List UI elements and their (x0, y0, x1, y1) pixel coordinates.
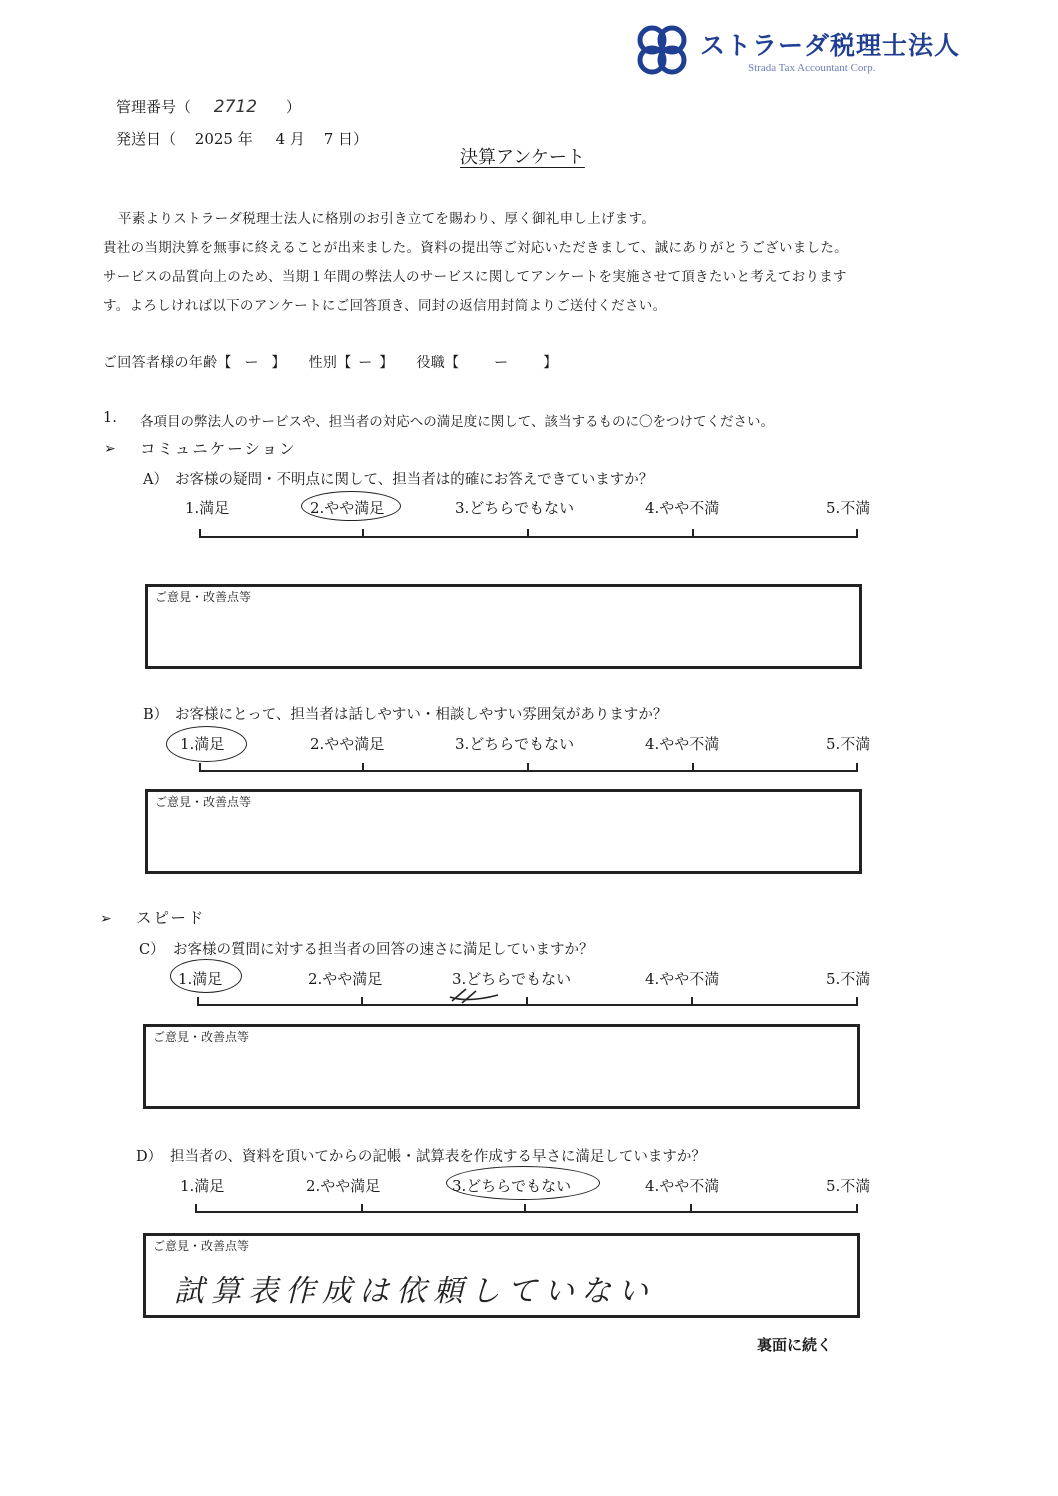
q-b-option-2[interactable]: 2.やや満足 (310, 735, 385, 753)
q-a-option-5[interactable]: 5.不満 (826, 499, 871, 517)
arrow-icon: ➢ (100, 911, 112, 927)
survey-title: 決算アンケート (460, 147, 585, 168)
scale-tick (527, 529, 529, 537)
scale-tick (692, 763, 694, 771)
company-logo-icon (632, 22, 692, 80)
scale-tick (856, 997, 858, 1005)
age-value: ー (244, 355, 259, 371)
question-b-label: B） (143, 707, 169, 723)
intro-line-2: 貴社の当期決算を無事に終えることが出来ました。資料の提出等ご対応いただきまして、誠にありがとうございました。 (103, 240, 848, 256)
q-d-selected-mark (446, 1166, 600, 1200)
company-name: ストラーダ税理士法人 (700, 31, 961, 60)
continue-on-back: 裏面に続く (757, 1336, 833, 1354)
scale-tick (361, 997, 363, 1005)
sent-date-row (116, 128, 368, 149)
scale-tick (526, 997, 528, 1005)
q-a-option-2[interactable]: 2.やや満足 (310, 499, 385, 517)
question-a-text: お客様の疑問・不明点に関して、担当者は的確にお答えできていますか？ (175, 472, 654, 488)
comment-label: ご意見・改善点等 (155, 795, 252, 809)
q-d-scale-line (195, 1211, 858, 1213)
intro-line-1: 平素よりストラーダ税理士法人に格別のお引き立てを賜わり、厚く御礼申し上げます。 (118, 211, 656, 227)
question-b-text: お客様にとって、担当者は話しやすい・相談しやすい雰囲気がありますか？ (175, 707, 668, 723)
q-b-option-4[interactable]: 4.やや不満 (645, 735, 720, 753)
section-communication: コミュニケーション (140, 440, 297, 458)
section-speed: スピード (136, 909, 206, 927)
q-a-option-4[interactable]: 4.やや不満 (645, 499, 720, 517)
sent-day: 7 (323, 130, 334, 148)
comment-label: ご意見・改善点等 (155, 590, 252, 604)
q-d-option-5[interactable]: 5.不満 (826, 1177, 871, 1195)
scale-tick (527, 763, 529, 771)
position-value: ー (494, 355, 509, 371)
position-close: 】 (543, 355, 558, 371)
scale-tick (856, 529, 858, 537)
q-d-option-1[interactable]: 1.満足 (180, 1177, 225, 1195)
scale-tick (361, 1204, 363, 1212)
age-close: 】 (271, 355, 286, 371)
question-a-label: A） (143, 472, 168, 488)
position-label: 役職【 (416, 355, 460, 371)
q1-number: 1. (103, 410, 117, 426)
arrow-icon: ➢ (104, 441, 116, 457)
scale-tick (199, 763, 201, 771)
scale-tick (690, 1204, 692, 1212)
q-c-option-2[interactable]: 2.やや満足 (308, 970, 383, 988)
question-c-text: お客様の質問に対する担当者の回答の速さに満足していますか？ (173, 942, 594, 958)
q-b-option-3[interactable]: 3.どちらでもない (455, 735, 575, 753)
sent-date-label: 発送日（ (116, 130, 177, 148)
q-d-option-4[interactable]: 4.やや不満 (645, 1177, 720, 1195)
q-b-comment-box[interactable] (145, 789, 862, 874)
company-name-en: Strada Tax Accountant Corp. (748, 62, 876, 74)
scale-tick (362, 763, 364, 771)
q-c-comment-box[interactable] (143, 1024, 860, 1109)
q1-text: 各項目の弊法人のサービスや、担当者の対応への満足度に関して、該当するものに〇をつけてください。 (140, 414, 774, 430)
comment-label: ご意見・改善点等 (153, 1030, 250, 1044)
sent-year: 2025 (194, 130, 233, 148)
comment-label: ご意見・改善点等 (153, 1239, 250, 1253)
q-a-selected-mark (301, 491, 401, 521)
q-a-comment-box[interactable] (145, 584, 862, 669)
q-c-option-4[interactable]: 4.やや不満 (645, 970, 720, 988)
q-b-selected-mark (166, 726, 247, 762)
management-number-row (116, 96, 301, 117)
sent-year-unit: 年 (237, 130, 253, 148)
q-d-comment-box[interactable] (143, 1233, 860, 1318)
scale-tick (197, 997, 199, 1005)
scale-tick (691, 997, 693, 1005)
q-d-option-2[interactable]: 2.やや満足 (306, 1177, 381, 1195)
management-number-value: 2712 (213, 97, 258, 117)
scale-tick (362, 529, 364, 537)
question-c-label: C） (139, 942, 165, 958)
management-number-close: ） (285, 98, 301, 116)
q-d-comment-text: 試算表作成は依頼していない (174, 1274, 655, 1309)
age-label: ご回答者様の年齢【 (103, 355, 232, 371)
q-d-option-3[interactable]: 3.どちらでもない (452, 1177, 572, 1195)
q-c-option-3[interactable]: 3.どちらでもない (452, 970, 572, 988)
management-number-label: 管理番号（ (116, 98, 192, 116)
scale-tick (856, 1204, 858, 1212)
sent-month: 4 (275, 130, 286, 148)
q-a-option-1[interactable]: 1.満足 (185, 499, 230, 517)
intro-line-3: サービスの品質向上のため、当期１年間の弊法人のサービスに関してアンケートを実施させて頂きたいと考えております (103, 269, 847, 285)
sent-day-unit: 日） (338, 130, 369, 148)
q-b-option-1[interactable]: 1.満足 (180, 735, 225, 753)
gender-value: ー (358, 355, 373, 371)
scale-tick (692, 529, 694, 537)
respondent-row (103, 352, 558, 372)
question-d-text: 担当者の、資料を頂いてからの記帳・試算表を作成する早さに満足していますか？ (170, 1149, 706, 1165)
gender-close: 】 (379, 355, 394, 371)
gender-label: 性別【 (308, 355, 352, 371)
scale-tick (195, 1204, 197, 1212)
sent-month-unit: 月 (289, 130, 305, 148)
q-c-selected-mark (170, 959, 242, 993)
scale-tick (524, 1204, 526, 1212)
scale-tick (199, 529, 201, 537)
q-b-option-5[interactable]: 5.不満 (826, 735, 871, 753)
q-a-option-3[interactable]: 3.どちらでもない (455, 499, 575, 517)
q-c-option-5[interactable]: 5.不満 (826, 970, 871, 988)
intro-line-4: す。よろしければ以下のアンケートにご回答頂き、同封の返信用封筒よりご送付ください。 (103, 298, 667, 314)
scale-tick (856, 763, 858, 771)
question-d-label: D） (136, 1149, 163, 1165)
q-c-option-1[interactable]: 1.満足 (178, 970, 223, 988)
